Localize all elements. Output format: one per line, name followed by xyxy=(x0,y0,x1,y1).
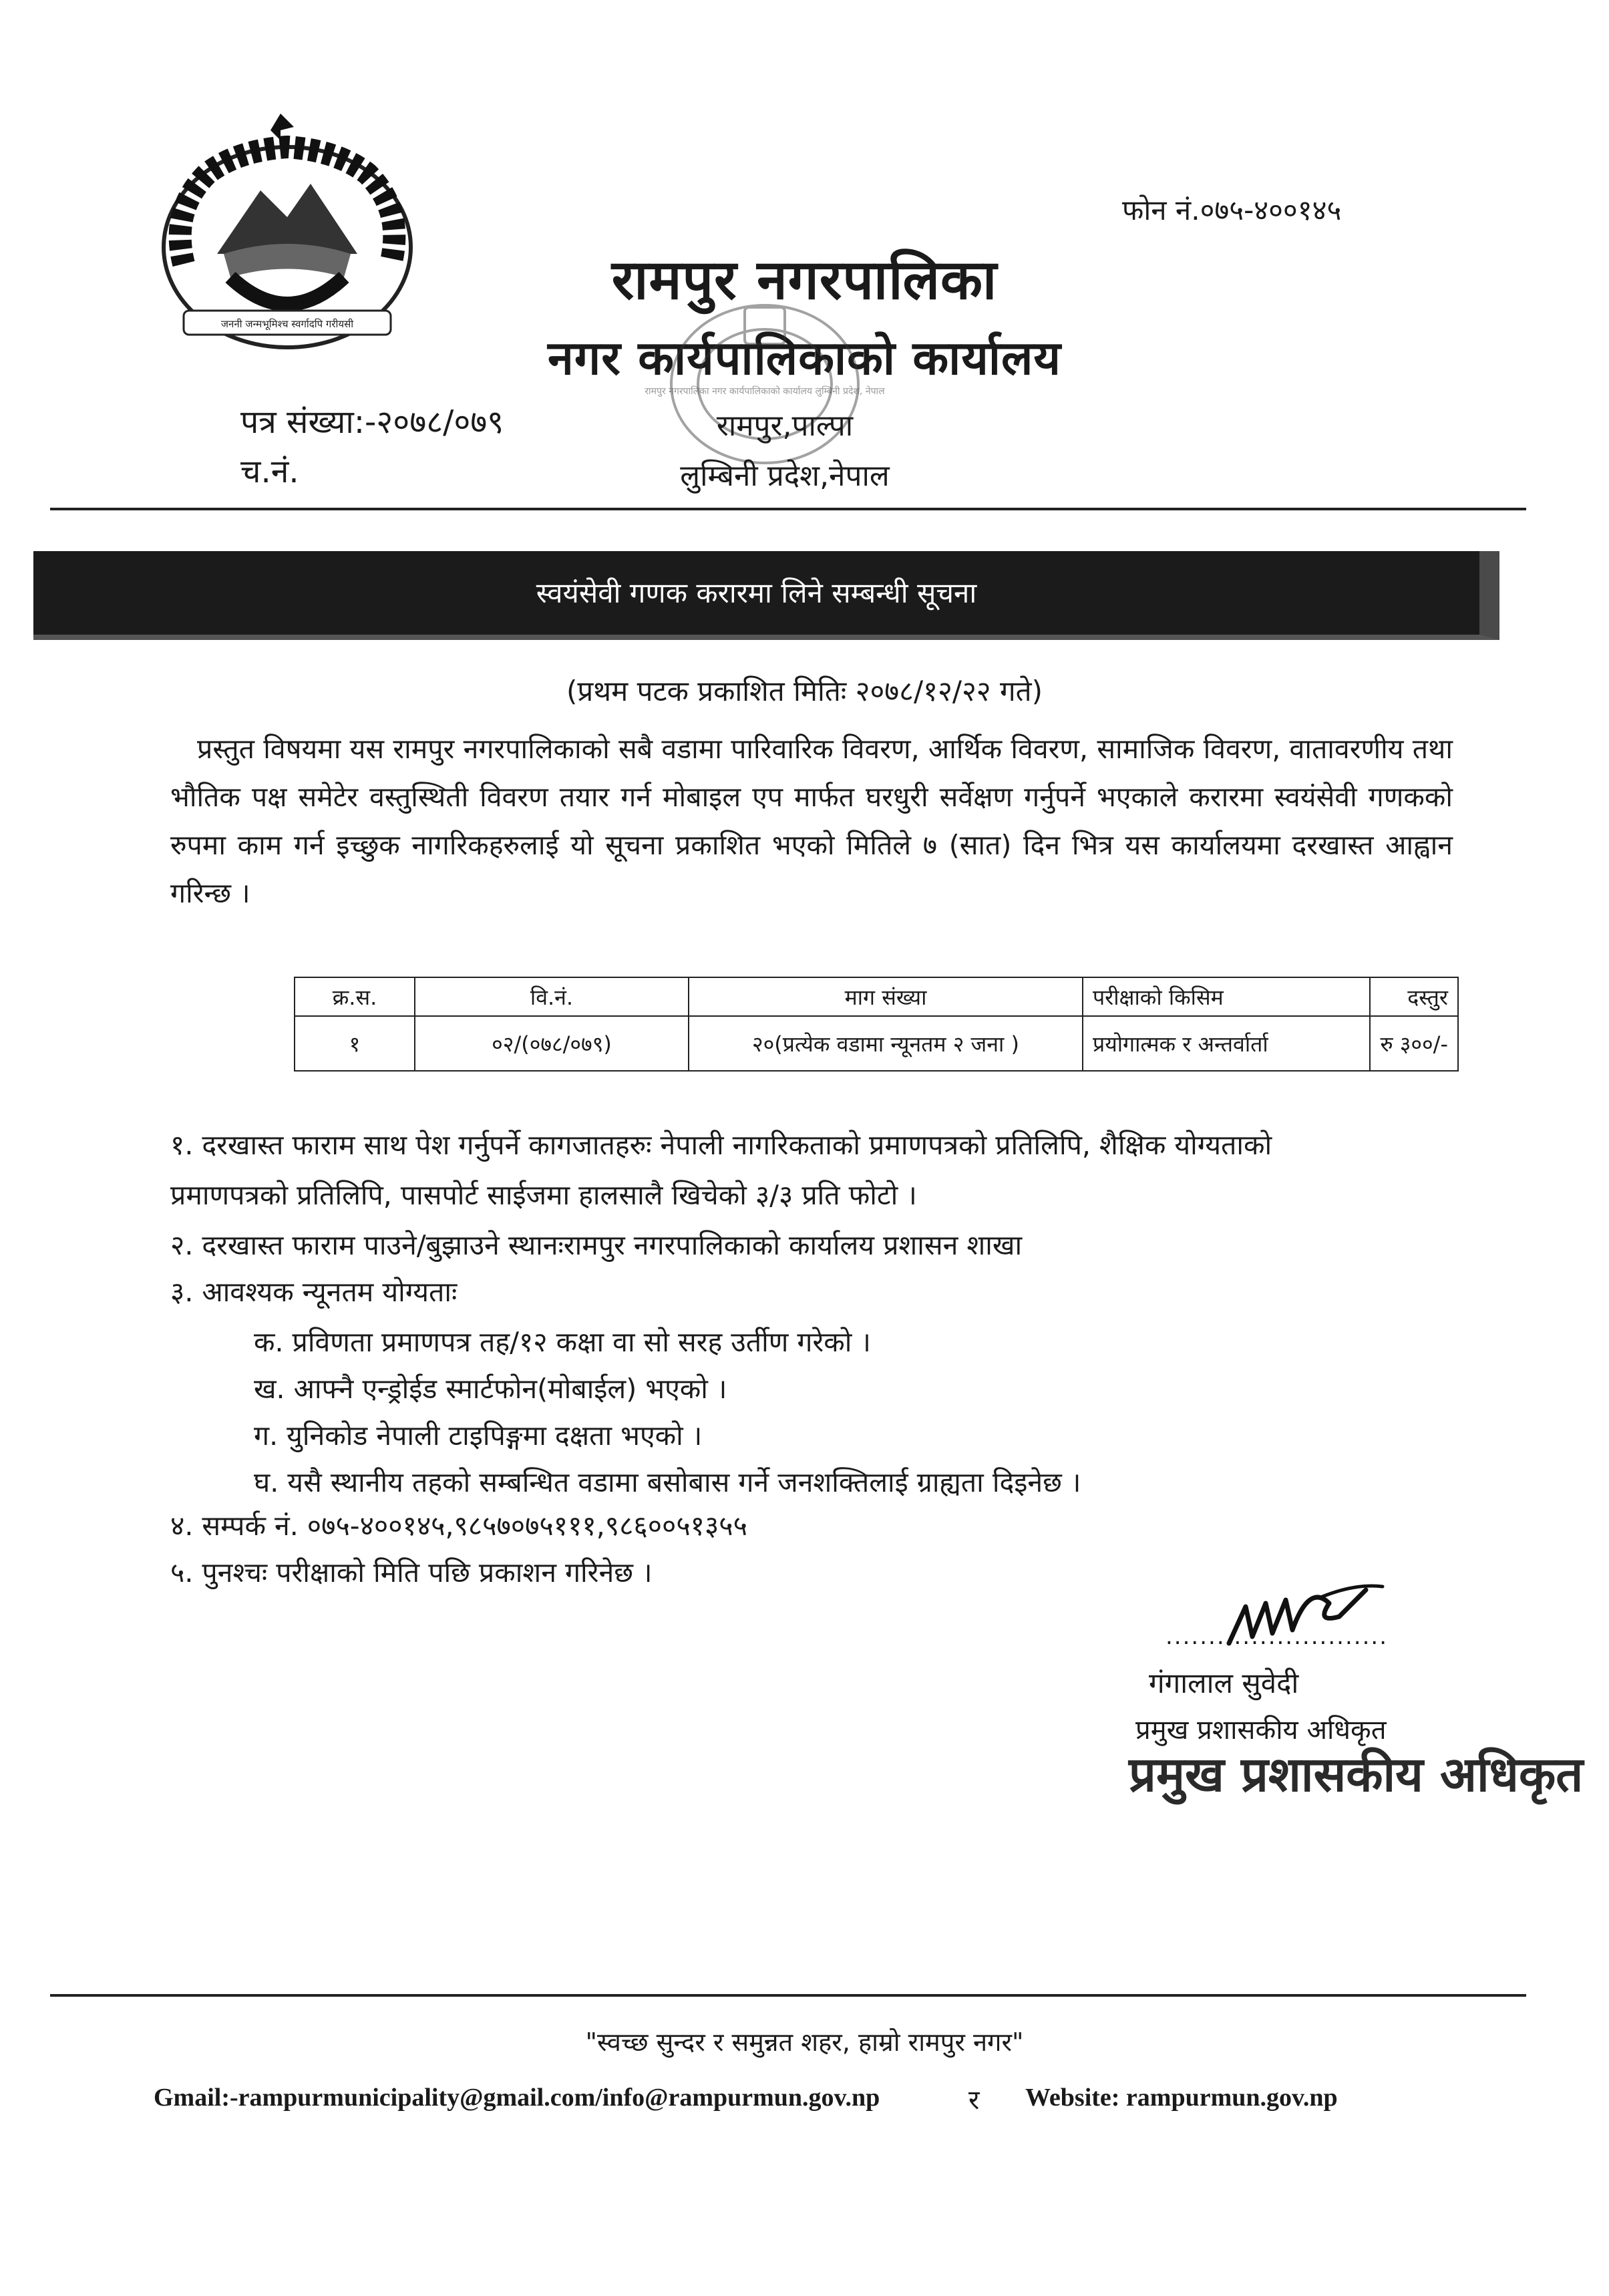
footer-divider xyxy=(50,1994,1526,1997)
header-divider xyxy=(50,508,1526,510)
address-line-2: लुम्बिनी प्रदेश,नेपाल xyxy=(680,459,890,493)
dispatch-number: च.नं. xyxy=(240,453,299,490)
signatory-designation: प्रमुख प्रशासकीय अधिकृत xyxy=(1135,1715,1387,1746)
col-header-demand: माग संख्या xyxy=(689,977,1083,1016)
office-title: नगर कार्यपालिकाको कार्यालय xyxy=(547,331,1062,385)
notice-title: स्वयंसेवी गणक करारमा लिने सम्बन्धी सूचना xyxy=(536,577,977,609)
col-header-exam-type: परीक्षाको किसिम xyxy=(1083,977,1370,1016)
published-date: (प्रथम पटक प्रकाशित मितिः २०७८/१२/२२ गते) xyxy=(566,675,1043,707)
nepal-emblem-logo xyxy=(144,110,431,357)
cell-exam-type: प्रयोगात्मक र अन्तर्वार्ता xyxy=(1083,1016,1370,1071)
list-subitem: ख. आफ्नै एन्ड्रोईड स्मार्टफोन(मोबाईल) भएको । xyxy=(254,1373,727,1405)
list-item: प्रमाणपत्रको प्रतिलिपि, पासपोर्ट साईजमा हालसालै खिचेको ३/३ प्रति फोटो । xyxy=(170,1179,917,1211)
table-header-row xyxy=(295,977,1458,1016)
list-item: १. दरखास्त फाराम साथ पेश गर्नुपर्ने कागजातहरुः नेपाली नागरिकताको प्रमाणपत्रको प्रतिलिपि, शैक्षिक योग्यताको xyxy=(170,1129,1272,1161)
list-subitem: क. प्रविणता प्रमाणपत्र तह/१२ कक्षा वा सो सरह उर्तीण गरेको । xyxy=(254,1326,871,1358)
phone-number: फोन नं.०७५-४००१४५ xyxy=(1122,194,1342,226)
col-header-ad-no: वि.नं. xyxy=(415,977,689,1016)
designation-stamp: प्रमुख प्रशासकीय अधिकृत xyxy=(1129,1746,1584,1802)
office-seal-text: रामपुर नगरपालिका नगर कार्यपालिकाको कार्यालय लुम्बिनी प्रदेश, नेपाल xyxy=(645,386,885,397)
vacancy-table xyxy=(294,977,1459,1072)
list-subitem: घ. यसै स्थानीय तहको सम्बन्धित वडामा बसोबास गर्ने जनशक्तिलाई ग्राह्यता दिइनेछ । xyxy=(254,1466,1081,1498)
footer-separator: र xyxy=(968,2085,980,2116)
list-item: ५. पुनश्चः परीक्षाको मिति पछि प्रकाशन गरिनेछ । xyxy=(170,1556,653,1589)
cell-sn: १ xyxy=(295,1016,415,1071)
cell-ad-no: ०२/(०७८/०७९) xyxy=(415,1016,689,1071)
signature-line: .......................... xyxy=(1166,1623,1388,1650)
list-item: ३. आवश्यक न्यूनतम योग्यताः xyxy=(170,1276,458,1308)
footer-website: Website: rampurmun.gov.np xyxy=(1025,2084,1338,2112)
letter-number: पत्र संख्या:-२०७८/०७९ xyxy=(240,403,504,441)
list-subitem: ग. युनिकोड नेपाली टाइपिङ्गमा दक्षता भएको । xyxy=(254,1420,703,1452)
cell-fee: रु ३००/- xyxy=(1370,1016,1458,1071)
office-seal-stamp xyxy=(645,294,885,474)
cell-demand: २०(प्रत्येक वडामा न्यूनतम २ जना ) xyxy=(689,1016,1083,1071)
address-line-1: रामपुर,पाल्पा xyxy=(716,409,854,443)
list-item: २. दरखास्त फाराम पाउने/बुझाउने स्थानःरामपुर नगरपालिकाको कार्यालय प्रशासन शाखा xyxy=(170,1229,1023,1261)
table-row xyxy=(295,1016,1458,1071)
municipality-title: रामपुर नगरपालिका xyxy=(611,249,998,312)
footer-email: Gmail:-rampurmunicipality@gmail.com/info@rampurmun.gov.np xyxy=(154,2084,880,2112)
col-header-sn: क्र.स. xyxy=(295,977,415,1016)
footer-slogan: "स्वच्छ सुन्दर र समुन्नत शहर, हाम्रो रामपुर नगर" xyxy=(585,2027,1024,2057)
emblem-motto-text: जननी जन्मभूमिश्च स्वर्गादपि गरीयसी xyxy=(220,318,354,330)
body-paragraph: प्रस्तुत विषयमा यस रामपुर नगरपालिकाको सबै वडामा पारिवारिक विवरण, आर्थिक विवरण, सामाजिक विवरण, वातावरणीय तथा भौतिक पक्ष समेटेर वस्तुस्थिती विवरण तयार गर्न मोबाइल एप मार्फत घरधुरी सर्वेक्षण गर्नुपर्ने भएकाले करारमा स्वयंसेवी गणकको रुपमा काम गर्न इच्छुक नागरिकहरुलाई यो सूचना प्रकाशित भएको मितिले ७ (सात) दिन भित्र यस कार्यालयमा दरखास्त आह्वान गरिन्छ । xyxy=(170,733,1453,909)
signatory-name: गंगालाल सुवेदी xyxy=(1149,1667,1299,1699)
list-item: ४. सम्पर्क नं. ०७५-४००१४५,९८५७०७५१११,९८६००५१३५५ xyxy=(170,1510,747,1542)
col-header-fee: दस्तुर xyxy=(1370,977,1458,1016)
